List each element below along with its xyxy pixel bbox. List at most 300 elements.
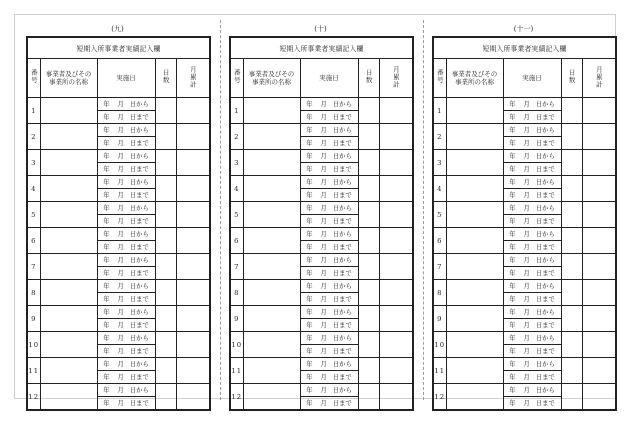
date-to-day: 日まで: [332, 399, 352, 407]
end-date-field[interactable]: [503, 111, 561, 124]
monthly-total-field[interactable]: [582, 176, 616, 202]
start-date-field[interactable]: [300, 124, 358, 137]
days-field[interactable]: [561, 228, 582, 254]
days-field[interactable]: [155, 384, 176, 411]
row-number: 4: [230, 176, 243, 202]
start-date-field[interactable]: [503, 332, 561, 345]
end-date-field[interactable]: [503, 189, 561, 202]
date-from-month: 月: [320, 178, 327, 186]
start-date-field[interactable]: [503, 150, 561, 163]
header-number: 番号: [27, 59, 40, 98]
monthly-total-field[interactable]: [176, 358, 210, 384]
monthly-total-field[interactable]: [582, 202, 616, 228]
end-date-field[interactable]: [97, 241, 155, 254]
provider-name-field[interactable]: [40, 98, 97, 124]
row-number: 11: [230, 358, 243, 384]
start-date-field[interactable]: [97, 176, 155, 189]
start-date-field[interactable]: [97, 98, 155, 111]
days-field[interactable]: [155, 358, 176, 384]
provider-name-field[interactable]: [243, 280, 300, 306]
end-date-field[interactable]: [97, 267, 155, 280]
days-field[interactable]: [358, 202, 379, 228]
record-row: [230, 150, 413, 163]
record-panel: [26, 22, 209, 411]
days-field[interactable]: [155, 228, 176, 254]
date-from-day: 日から: [535, 126, 555, 134]
date-to-year: 年: [306, 113, 313, 121]
date-from-year: 年: [103, 126, 110, 134]
start-date-field[interactable]: [503, 202, 561, 215]
monthly-total-field[interactable]: [379, 358, 413, 384]
end-date-field[interactable]: [503, 293, 561, 306]
days-field[interactable]: [561, 332, 582, 358]
monthly-total-field[interactable]: [582, 384, 616, 411]
provider-name-field[interactable]: [446, 332, 503, 358]
provider-name-field[interactable]: [243, 332, 300, 358]
date-from-day: 日から: [332, 178, 352, 186]
monthly-total-field[interactable]: [176, 280, 210, 306]
end-date-field[interactable]: [97, 293, 155, 306]
date-from-year: 年: [103, 386, 110, 394]
end-date-field[interactable]: [503, 241, 561, 254]
date-to-month: 月: [320, 295, 327, 303]
date-to-year: 年: [103, 295, 110, 303]
monthly-total-field[interactable]: [582, 280, 616, 306]
monthly-total-field[interactable]: [176, 202, 210, 228]
end-date-field[interactable]: [97, 397, 155, 411]
provider-name-field[interactable]: [243, 202, 300, 228]
date-from-month: 月: [117, 308, 124, 316]
date-from-year: 年: [306, 256, 313, 264]
start-date-field[interactable]: [300, 150, 358, 163]
date-from-month: 月: [117, 100, 124, 108]
provider-name-field[interactable]: [40, 150, 97, 176]
monthly-total-field[interactable]: [176, 228, 210, 254]
end-date-field[interactable]: [503, 267, 561, 280]
monthly-total-field[interactable]: [379, 384, 413, 411]
days-field[interactable]: [561, 98, 582, 124]
start-date-field[interactable]: [503, 280, 561, 293]
end-date-field[interactable]: [97, 215, 155, 228]
provider-name-field[interactable]: [446, 176, 503, 202]
end-date-field[interactable]: [300, 163, 358, 176]
record-row: [230, 358, 413, 371]
provider-name-field[interactable]: [40, 384, 97, 411]
end-date-field[interactable]: [300, 319, 358, 332]
date-to-day: 日まで: [129, 165, 149, 173]
date-to-month: 月: [320, 373, 327, 381]
monthly-total-field[interactable]: [582, 358, 616, 384]
start-date-field[interactable]: [97, 306, 155, 319]
start-date-field[interactable]: [300, 202, 358, 215]
days-field[interactable]: [155, 98, 176, 124]
date-to-day: 日まで: [332, 243, 352, 251]
row-number: 6: [230, 228, 243, 254]
row-number: 1: [433, 98, 446, 124]
provider-name-field[interactable]: [243, 228, 300, 254]
date-to-year: 年: [103, 217, 110, 225]
row-number: 7: [230, 254, 243, 280]
date-from-day: 日から: [332, 360, 352, 368]
header-number: 番号: [433, 59, 446, 98]
record-row: [27, 306, 210, 319]
days-field[interactable]: [155, 280, 176, 306]
date-to-day: 日まで: [332, 139, 352, 147]
provider-name-field[interactable]: [446, 202, 503, 228]
row-number: 1: [27, 98, 40, 124]
row-number: 5: [27, 202, 40, 228]
start-date-field[interactable]: [97, 280, 155, 293]
date-from-year: 年: [306, 386, 313, 394]
end-date-field[interactable]: [300, 371, 358, 384]
date-to-month: 月: [117, 321, 124, 329]
provider-name-field[interactable]: [243, 254, 300, 280]
provider-name-field[interactable]: [243, 98, 300, 124]
days-field[interactable]: [155, 150, 176, 176]
end-date-field[interactable]: [300, 215, 358, 228]
end-date-field[interactable]: [300, 189, 358, 202]
row-number: 6: [433, 228, 446, 254]
provider-name-field[interactable]: [243, 124, 300, 150]
days-field[interactable]: [358, 176, 379, 202]
start-date-field[interactable]: [97, 384, 155, 397]
date-to-month: 月: [320, 347, 327, 355]
record-row: [230, 280, 413, 293]
date-to-year: 年: [306, 243, 313, 251]
start-date-field[interactable]: [503, 98, 561, 111]
end-date-field[interactable]: [300, 137, 358, 150]
date-from-day: 日から: [535, 360, 555, 368]
provider-name-field[interactable]: [243, 384, 300, 411]
date-from-day: 日から: [535, 100, 555, 108]
start-date-field[interactable]: [97, 228, 155, 241]
days-field[interactable]: [358, 332, 379, 358]
end-date-field[interactable]: [97, 371, 155, 384]
end-date-field[interactable]: [503, 163, 561, 176]
provider-name-field[interactable]: [40, 176, 97, 202]
provider-name-field[interactable]: [243, 306, 300, 332]
monthly-total-field[interactable]: [176, 384, 210, 411]
provider-name-field[interactable]: [40, 228, 97, 254]
date-to-month: 月: [320, 269, 327, 277]
end-date-field[interactable]: [300, 345, 358, 358]
provider-name-field[interactable]: [446, 358, 503, 384]
start-date-field[interactable]: [300, 306, 358, 319]
start-date-field[interactable]: [300, 280, 358, 293]
start-date-field[interactable]: [503, 306, 561, 319]
row-number: 8: [433, 280, 446, 306]
record-row: [27, 254, 210, 267]
date-to-month: 月: [320, 243, 327, 251]
date-to-month: 月: [320, 165, 327, 173]
date-to-day: 日まで: [535, 139, 555, 147]
end-date-field[interactable]: [300, 267, 358, 280]
end-date-field[interactable]: [97, 111, 155, 124]
monthly-total-field[interactable]: [582, 306, 616, 332]
provider-name-field[interactable]: [243, 176, 300, 202]
provider-name-field[interactable]: [446, 98, 503, 124]
days-field[interactable]: [561, 280, 582, 306]
record-row: [230, 332, 413, 345]
end-date-field[interactable]: [503, 345, 561, 358]
monthly-total-field[interactable]: [582, 150, 616, 176]
date-to-month: 月: [320, 217, 327, 225]
start-date-field[interactable]: [97, 254, 155, 267]
days-field[interactable]: [561, 306, 582, 332]
days-field[interactable]: [358, 384, 379, 411]
date-from-month: 月: [320, 360, 327, 368]
header-provider: [40, 59, 97, 98]
date-to-day: 日まで: [129, 113, 149, 121]
date-to-month: 月: [523, 321, 530, 329]
days-field[interactable]: [561, 202, 582, 228]
date-from-month: 月: [117, 126, 124, 134]
date-from-year: 年: [509, 178, 516, 186]
monthly-total-field[interactable]: [379, 228, 413, 254]
record-row: [230, 202, 413, 215]
provider-name-field[interactable]: [446, 228, 503, 254]
start-date-field[interactable]: [503, 254, 561, 267]
row-number: 10: [230, 332, 243, 358]
provider-name-field[interactable]: [243, 150, 300, 176]
days-field[interactable]: [155, 202, 176, 228]
provider-name-field[interactable]: [446, 280, 503, 306]
start-date-field[interactable]: [300, 98, 358, 111]
start-date-field[interactable]: [300, 176, 358, 189]
end-date-field[interactable]: [503, 215, 561, 228]
date-from-year: 年: [103, 256, 110, 264]
record-row: [27, 98, 210, 111]
date-to-day: 日まで: [129, 191, 149, 199]
record-row: [27, 332, 210, 345]
date-from-year: 年: [509, 100, 516, 108]
days-field[interactable]: [561, 176, 582, 202]
date-to-day: 日まで: [332, 321, 352, 329]
days-field[interactable]: [358, 306, 379, 332]
start-date-field[interactable]: [503, 176, 561, 189]
record-panel: [432, 22, 615, 411]
date-from-day: 日から: [129, 256, 149, 264]
monthly-total-field[interactable]: [379, 254, 413, 280]
date-from-year: 年: [306, 282, 313, 290]
start-date-field[interactable]: [300, 384, 358, 397]
date-to-year: 年: [103, 399, 110, 407]
monthly-total-field[interactable]: [176, 98, 210, 124]
row-number: 12: [230, 384, 243, 411]
provider-name-field[interactable]: [40, 124, 97, 150]
header-provider: [243, 59, 300, 98]
date-from-year: 年: [509, 256, 516, 264]
header-provider-line2: 事業所の名称: [49, 78, 88, 86]
provider-name-field[interactable]: [40, 202, 97, 228]
days-field[interactable]: [155, 332, 176, 358]
date-from-day: 日から: [332, 386, 352, 394]
record-row: [433, 384, 616, 397]
days-field[interactable]: [561, 358, 582, 384]
date-from-year: 年: [509, 204, 516, 212]
date-from-year: 年: [509, 282, 516, 290]
form-title: 短期入所事業者実績記入欄: [433, 37, 616, 59]
provider-name-field[interactable]: [40, 358, 97, 384]
days-field[interactable]: [155, 254, 176, 280]
provider-name-field[interactable]: [243, 358, 300, 384]
end-date-field[interactable]: [97, 137, 155, 150]
date-from-day: 日から: [332, 100, 352, 108]
provider-name-field[interactable]: [40, 254, 97, 280]
monthly-total-field[interactable]: [582, 228, 616, 254]
monthly-total-field[interactable]: [582, 124, 616, 150]
date-from-month: 月: [320, 308, 327, 316]
record-row: [433, 306, 616, 319]
date-to-month: 月: [117, 165, 124, 173]
date-from-day: 日から: [129, 178, 149, 186]
start-date-field[interactable]: [97, 124, 155, 137]
monthly-total-field[interactable]: [176, 124, 210, 150]
days-field[interactable]: [155, 176, 176, 202]
date-from-month: 月: [523, 334, 530, 342]
end-date-field[interactable]: [300, 397, 358, 411]
date-to-day: 日まで: [332, 191, 352, 199]
row-number: 10: [27, 332, 40, 358]
monthly-total-field[interactable]: [379, 176, 413, 202]
date-to-day: 日まで: [535, 243, 555, 251]
date-from-year: 年: [509, 360, 516, 368]
end-date-field[interactable]: [300, 293, 358, 306]
date-to-year: 年: [306, 217, 313, 225]
end-date-field[interactable]: [503, 319, 561, 332]
days-field[interactable]: [358, 228, 379, 254]
provider-name-field[interactable]: [40, 306, 97, 332]
days-field[interactable]: [358, 98, 379, 124]
monthly-total-field[interactable]: [176, 176, 210, 202]
monthly-total-field[interactable]: [379, 98, 413, 124]
date-to-month: 月: [523, 347, 530, 355]
date-to-day: 日まで: [535, 399, 555, 407]
provider-name-field[interactable]: [446, 384, 503, 411]
provider-name-field[interactable]: [446, 124, 503, 150]
date-to-day: 日まで: [129, 139, 149, 147]
header-monthly-total: 月累計: [176, 59, 210, 98]
date-from-month: 月: [523, 204, 530, 212]
date-to-day: 日まで: [332, 295, 352, 303]
date-from-year: 年: [306, 308, 313, 316]
end-date-field[interactable]: [97, 319, 155, 332]
start-date-field[interactable]: [300, 254, 358, 267]
date-to-year: 年: [103, 165, 110, 173]
end-date-field[interactable]: [503, 397, 561, 411]
provider-name-field[interactable]: [446, 306, 503, 332]
monthly-total-field[interactable]: [176, 150, 210, 176]
date-from-year: 年: [103, 360, 110, 368]
end-date-field[interactable]: [503, 371, 561, 384]
provider-name-field[interactable]: [40, 332, 97, 358]
header-provider-line1: 事業者及びその: [45, 69, 92, 78]
date-from-day: 日から: [535, 230, 555, 238]
days-field[interactable]: [358, 280, 379, 306]
date-from-month: 月: [117, 360, 124, 368]
start-date-field[interactable]: [97, 150, 155, 163]
date-to-month: 月: [117, 113, 124, 121]
days-field[interactable]: [358, 358, 379, 384]
date-to-year: 年: [509, 347, 516, 355]
monthly-total-field[interactable]: [176, 332, 210, 358]
provider-name-field[interactable]: [40, 280, 97, 306]
start-date-field[interactable]: [97, 202, 155, 215]
end-date-field[interactable]: [97, 189, 155, 202]
monthly-total-field[interactable]: [379, 202, 413, 228]
days-field[interactable]: [561, 150, 582, 176]
monthly-total-field[interactable]: [379, 306, 413, 332]
date-from-day: 日から: [535, 152, 555, 160]
monthly-total-field[interactable]: [582, 98, 616, 124]
date-to-year: 年: [509, 373, 516, 381]
row-number: 2: [27, 124, 40, 150]
end-date-field[interactable]: [97, 345, 155, 358]
row-number: 7: [433, 254, 446, 280]
start-date-field[interactable]: [503, 124, 561, 137]
start-date-field[interactable]: [503, 228, 561, 241]
days-field[interactable]: [561, 124, 582, 150]
start-date-field[interactable]: [300, 332, 358, 345]
header-date: 実施日: [97, 59, 155, 98]
date-to-day: 日まで: [129, 399, 149, 407]
days-field[interactable]: [155, 124, 176, 150]
days-field[interactable]: [358, 124, 379, 150]
monthly-total-field[interactable]: [379, 332, 413, 358]
date-from-day: 日から: [535, 178, 555, 186]
provider-name-field[interactable]: [446, 150, 503, 176]
monthly-total-field[interactable]: [582, 254, 616, 280]
row-number: 7: [27, 254, 40, 280]
start-date-field[interactable]: [300, 358, 358, 371]
monthly-total-field[interactable]: [379, 124, 413, 150]
start-date-field[interactable]: [97, 358, 155, 371]
date-to-day: 日まで: [332, 217, 352, 225]
days-field[interactable]: [358, 150, 379, 176]
end-date-field[interactable]: [97, 163, 155, 176]
row-number: 3: [433, 150, 446, 176]
date-from-day: 日から: [129, 334, 149, 342]
end-date-field[interactable]: [300, 111, 358, 124]
monthly-total-field[interactable]: [379, 150, 413, 176]
form-title: 短期入所事業者実績記入欄: [230, 37, 413, 59]
monthly-total-field[interactable]: [176, 306, 210, 332]
record-row: [230, 124, 413, 137]
monthly-total-field[interactable]: [176, 254, 210, 280]
days-field[interactable]: [561, 254, 582, 280]
start-date-field[interactable]: [300, 228, 358, 241]
date-to-year: 年: [306, 295, 313, 303]
start-date-field[interactable]: [503, 358, 561, 371]
monthly-total-field[interactable]: [379, 280, 413, 306]
date-to-day: 日まで: [332, 373, 352, 381]
monthly-total-field[interactable]: [582, 332, 616, 358]
row-number: 12: [433, 384, 446, 411]
days-field[interactable]: [155, 306, 176, 332]
row-number: 3: [230, 150, 243, 176]
start-date-field[interactable]: [97, 332, 155, 345]
end-date-field[interactable]: [503, 137, 561, 150]
end-date-field[interactable]: [300, 241, 358, 254]
days-field[interactable]: [561, 384, 582, 411]
record-panel: [229, 22, 412, 411]
provider-name-field[interactable]: [446, 254, 503, 280]
row-number: 10: [433, 332, 446, 358]
days-field[interactable]: [358, 254, 379, 280]
record-row: [433, 280, 616, 293]
start-date-field[interactable]: [503, 384, 561, 397]
date-to-month: 月: [320, 191, 327, 199]
